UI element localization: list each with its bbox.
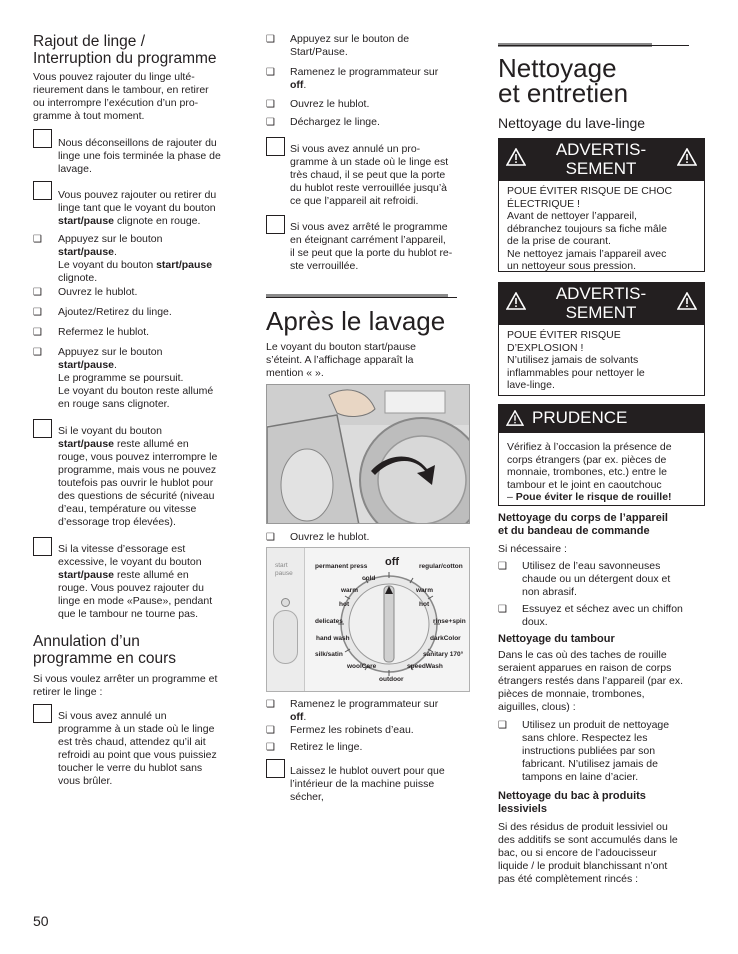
section-rule bbox=[266, 297, 457, 298]
warning-body-2: POUE ÉVITER RISQUE D’EXPLOSION ! N’utilisez jamais de solvants inflammables pour nettoyer le lave-linge. bbox=[498, 324, 705, 396]
intro-adding: Vous pouvez rajouter du linge ulté- rieurement dans le tambour, en retirer ou interrompre l’exécution d’un pro- gramme à tout moment. bbox=[33, 71, 209, 122]
label-warm-right: warm bbox=[416, 587, 433, 594]
intro-after-wash: Le voyant du bouton start/pause s’éteint. A l’affichage apparaît la mention « ». bbox=[266, 341, 417, 379]
step-press-start: Appuyez sur le bouton start/pause. Le voyant du bouton start/pause clignote. bbox=[58, 233, 213, 284]
checkbox-icon: ❑ bbox=[33, 347, 42, 358]
start-pause-led bbox=[281, 598, 290, 607]
label-dark-color: darkColor bbox=[430, 635, 461, 642]
note-icon-box bbox=[33, 537, 52, 556]
note-icon-box bbox=[33, 704, 52, 723]
checkbox-icon: ❑ bbox=[266, 99, 275, 110]
label-off: off bbox=[385, 556, 400, 568]
checkbox-icon: ❑ bbox=[266, 67, 275, 78]
warning-triangle-icon bbox=[506, 292, 526, 310]
checkbox-icon: ❑ bbox=[266, 117, 275, 128]
note-icon-box bbox=[33, 419, 52, 438]
bullet-wipe-dry: Essuyez et séchez avec un chiffon doux. bbox=[522, 603, 683, 628]
label-rinse-spin: rinse+spin bbox=[433, 618, 466, 625]
caution-title: PRUDENCE bbox=[532, 408, 628, 427]
warning-title-1: ADVERTIS- SEMENT bbox=[555, 140, 647, 178]
start-pause-button bbox=[273, 610, 298, 664]
checkbox-icon: ❑ bbox=[33, 307, 42, 318]
label-sanitary: sanitary 170° bbox=[423, 651, 464, 658]
label-silk-satin: silk/satin bbox=[315, 651, 343, 658]
warning-body-1: POUE ÉVITER RISQUE DE CHOC ÉLECTRIQUE ! Avant de nettoyer l’appareil, débranchez toujours sa fiche mâle de la prise de courant. Ne nettoyez jamais l’appareil avec un nettoyeur sous pression. bbox=[498, 180, 705, 272]
caution-body: Vérifiez à l’occasion la présence de corps étrangers (par ex. pièces de monnaie, trombones, etc.) entre le tambour et le joint en caoutchouc – Poue éviter le risque de rouille! bbox=[498, 432, 705, 506]
heading-drum-cleaning: Nettoyage du tambour bbox=[498, 633, 615, 645]
bullet-warm-soapy-water: Utilisez de l’eau savonneuses chaude ou un détergent doux et non abrasif. bbox=[522, 560, 671, 598]
label-warm-left: warm bbox=[341, 587, 358, 594]
step-close-taps: Fermez les robinets d’eau. bbox=[290, 724, 414, 736]
section-rule bbox=[498, 45, 689, 46]
step-dial-off-2: Ramenez le programmateur sur off. bbox=[290, 698, 439, 723]
door-illustration bbox=[266, 384, 470, 524]
note-3: Laissez le hublot ouvert pour que l’intérieur de la machine puisse sécher, bbox=[290, 765, 445, 803]
checkbox-icon: ❑ bbox=[498, 720, 507, 731]
note-1: Nous déconseillons de rajouter du linge une fois terminée la phase de lavage. bbox=[58, 137, 221, 175]
heading-cleaning: Nettoyage et entretien bbox=[498, 53, 629, 108]
label-wool-care: woolCare bbox=[347, 663, 377, 670]
label-outdoor: outdoor bbox=[379, 676, 404, 683]
step-press-start-again: Appuyez sur le bouton start/pause. Le programme se poursuit. Le voyant du bouton reste allumé en rouge sans clignoter. bbox=[58, 346, 214, 410]
label-hand-wash: hand wash bbox=[316, 635, 350, 642]
checkbox-icon: ❑ bbox=[498, 604, 507, 615]
note-3: Si le voyant du bouton start/pause reste allumé en rouge, vous pouvez interrompre le programme, mais vous ne pouvez toutefois pas ouvrir le hublot pour des questions de sécurité (niveau d’eau, température ou vitesse d’essorage trop élevées). bbox=[58, 425, 218, 528]
step-unload: Déchargez le linge. bbox=[290, 116, 380, 128]
tray-text: Si des résidus de produit lessiviel ou des additifs se sont accumulés dans le bac, ou si encore de l’adoucisseur liquide / le produit blanchissant n’ont pas été complètement rincés : bbox=[498, 821, 678, 885]
label-delicates: delicates bbox=[315, 618, 343, 625]
start-pause-label: start pause bbox=[275, 562, 293, 577]
label-permanent-press: permanent press bbox=[315, 563, 368, 570]
page-number: 50 bbox=[33, 913, 49, 929]
heading-after-wash: Après le lavage bbox=[266, 306, 446, 336]
checkbox-icon: ❑ bbox=[33, 234, 42, 245]
warning-header-2 bbox=[498, 282, 705, 324]
note-2: Si vous avez arrêté le programme en éteignant carrément l’appareil, il se peut que la porte du hublot re- ste verrouillée. bbox=[290, 221, 453, 272]
washer-door-drawing bbox=[267, 385, 470, 524]
checkbox-icon: ❑ bbox=[33, 327, 42, 338]
heading-adding-laundry: Rajout de linge / Interruption du programme bbox=[33, 33, 217, 67]
label-speed-wash: speedWash bbox=[407, 663, 443, 670]
drum-text: Dans le cas où des taches de rouille seraient apparues en raison de corps étrangers restés dans l’appareil (par ex. pièces de monnaie, trombones, aiguilles, clous) : bbox=[498, 649, 684, 713]
bullet-chlorine-free: Utilisez un produit de nettoyage sans chlore. Respectez les instructions publiées par son fabricant. N’utilisez jamais de tampons en laine d’acier. bbox=[522, 719, 670, 783]
step-open-door: Ouvrez le hublot. bbox=[58, 286, 138, 298]
note-icon-box bbox=[266, 759, 285, 778]
step-remove-laundry: Retirez le linge. bbox=[290, 741, 363, 753]
warning-triangle-icon bbox=[677, 148, 697, 166]
note-4: Si la vitesse d’essorage est excessive, le voyant du bouton start/pause reste allumé en rouge. Vous pouvez rajouter du linge en mode «Pause», pendant que le tambour ne tourne pas. bbox=[58, 543, 213, 620]
note-2: Vous pouvez rajouter ou retirer du linge tant que le voyant du bouton start/pause clignote en rouge. bbox=[58, 189, 217, 227]
warning-header-1 bbox=[498, 138, 705, 180]
subheading-cleaning-washer: Nettoyage du lave-linge bbox=[498, 115, 646, 131]
note-1: Si vous avez annulé un pro- gramme à un stade où le linge est très chaud, il se peut que la porte du hublot reste verrouillée jusqu’à ce que l’appareil ait refroidi. bbox=[290, 143, 449, 207]
intro-cancel: Si vous voulez arrêter un programme et retirer le linge : bbox=[33, 673, 218, 698]
heading-tray-cleaning: Nettoyage du bac à produits lessiviels bbox=[498, 790, 646, 815]
step-open-door: Ouvrez le hublot. bbox=[290, 98, 370, 110]
fig-step-open-door: Ouvrez le hublot. bbox=[290, 531, 370, 543]
label-cold: cold bbox=[362, 575, 376, 582]
checkbox-icon: ❑ bbox=[266, 725, 275, 736]
if-needed: Si nécessaire : bbox=[498, 543, 567, 555]
control-panel-illustration bbox=[266, 547, 470, 692]
checkbox-icon: ❑ bbox=[266, 742, 275, 753]
step-close-door: Refermez le hublot. bbox=[58, 326, 150, 338]
warning-title-2: ADVERTIS- SEMENT bbox=[555, 284, 647, 322]
checkbox-icon: ❑ bbox=[33, 287, 42, 298]
step-add-remove: Ajoutez/Retirez du linge. bbox=[58, 306, 172, 318]
note-icon-box bbox=[266, 137, 285, 156]
checkbox-icon: ❑ bbox=[266, 34, 275, 45]
note-icon-box bbox=[33, 129, 52, 148]
caution-triangle-icon bbox=[506, 410, 524, 426]
checkbox-icon: ❑ bbox=[266, 532, 275, 543]
heading-cancel-program: Annulation d’un programme en cours bbox=[33, 633, 177, 667]
step-dial-off: Ramenez le programmateur sur off. bbox=[290, 66, 439, 91]
checkbox-icon: ❑ bbox=[266, 699, 275, 710]
note-5: Si vous avez annulé un programme à un stade où le linge est très chaud, attendez qu’il ait refroidi au point que vous puissiez toucher le verre du hublot sans vous brûler. bbox=[58, 710, 217, 787]
note-icon-box bbox=[266, 215, 285, 234]
label-regular-cotton: regular/cotton bbox=[419, 563, 463, 570]
warning-triangle-icon bbox=[677, 292, 697, 310]
label-hot-right: hot bbox=[419, 601, 430, 608]
step-press-start-pause: Appuyez sur le bouton de Start/Pause. bbox=[290, 33, 410, 58]
checkbox-icon: ❑ bbox=[498, 561, 507, 572]
heading-body-cleaning: Nettoyage du corps de l’appareil et du bandeau de commande bbox=[498, 512, 668, 537]
caution-header bbox=[498, 404, 705, 432]
label-hot-left: hot bbox=[339, 601, 350, 608]
warning-triangle-icon bbox=[506, 148, 526, 166]
note-icon-box bbox=[33, 181, 52, 200]
